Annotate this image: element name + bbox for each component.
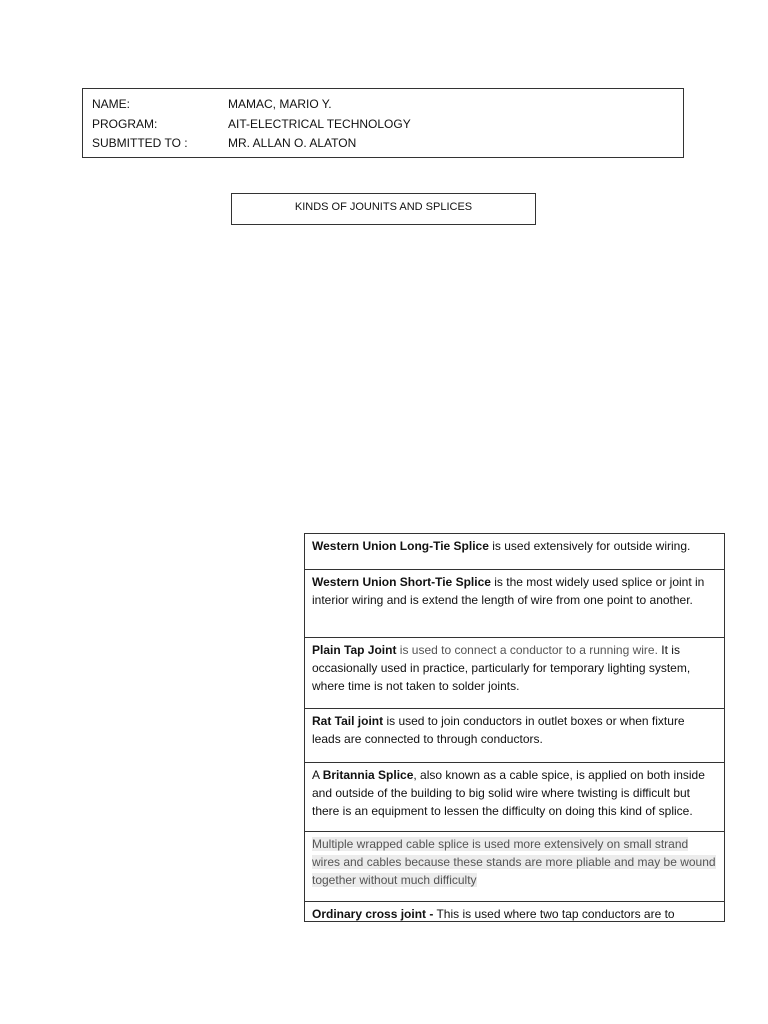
splice-cell-britannia-splice: A Britannia Splice, also known as a cable spice, is applied on both inside and outside of the building to big solid wire where twisting is difficult but there is an equipment to lessen the difficulty on doing this kind of splice. — [305, 763, 724, 832]
student-info-box — [82, 88, 684, 158]
splice-term: Britannia Splice — [322, 768, 414, 782]
splice-term: Western Union Long-Tie Splice — [312, 539, 489, 553]
submitted-to-value: MR. ALLAN O. ALATON — [228, 136, 357, 150]
name-label: NAME: — [92, 97, 131, 111]
splice-description: It is occasionally used in practice, particularly for temporary lighting system, where time is not taken to solder joints. — [312, 643, 691, 693]
splice-description: This is used where two tap conductors are to — [433, 907, 675, 921]
splice-description: is used to join conductors in outlet boxes or when fixture leads are connected to through conductors. — [312, 714, 685, 746]
splice-cell-western-union-short-tie — [305, 570, 724, 638]
splice-description: , also known as a cable spice, is applied on both inside and outside of the building to big solid wire where twisting is difficult but there is an equipment to lessen the difficulty on doing this kind of splice. — [312, 768, 705, 818]
splice-cell-ordinary-cross-joint — [305, 902, 724, 922]
splice-term: Western Union Short-Tie Splice — [312, 575, 491, 589]
splice-table — [304, 533, 725, 922]
splice-term: Plain Tap Joint — [312, 643, 397, 657]
splice-term: Ordinary cross joint - — [312, 907, 434, 921]
program-value: AIT-ELECTRICAL TECHNOLOGY — [228, 116, 411, 131]
splice-description: is used extensively for outside wiring. — [488, 539, 691, 553]
splice-term: Rat Tail joint — [312, 714, 384, 728]
document-title: KINDS OF JOUNITS AND SPLICES — [231, 193, 536, 225]
splice-description: Multiple wrapped cable splice is used more extensively on small strand wires and cables because these stands are more pliable and may be wound together without much difficulty — [312, 837, 716, 887]
submitted-to-label: SUBMITTED TO : — [92, 136, 188, 150]
program-row — [92, 115, 683, 135]
splice-description: is the most widely used splice or joint in interior wiring and is extend the length of wire from one point to another. — [312, 575, 705, 607]
program-label: PROGRAM: — [92, 116, 158, 131]
splice-cell-multiple-wrapped-cable — [305, 832, 724, 902]
splice-cell-plain-tap-joint: Plain Tap Joint is used to connect a conductor to a running wire. It is occasionally used in practice, particularly for temporary lighting system, where time is not taken to solder joints. — [305, 638, 724, 709]
splice-cell-rat-tail-joint — [305, 709, 724, 763]
name-value: MAMAC, MARIO Y. — [228, 97, 332, 111]
submitted-to-row — [92, 134, 683, 154]
name-row — [92, 95, 683, 115]
splice-cell-western-union-long-tie — [305, 534, 724, 570]
